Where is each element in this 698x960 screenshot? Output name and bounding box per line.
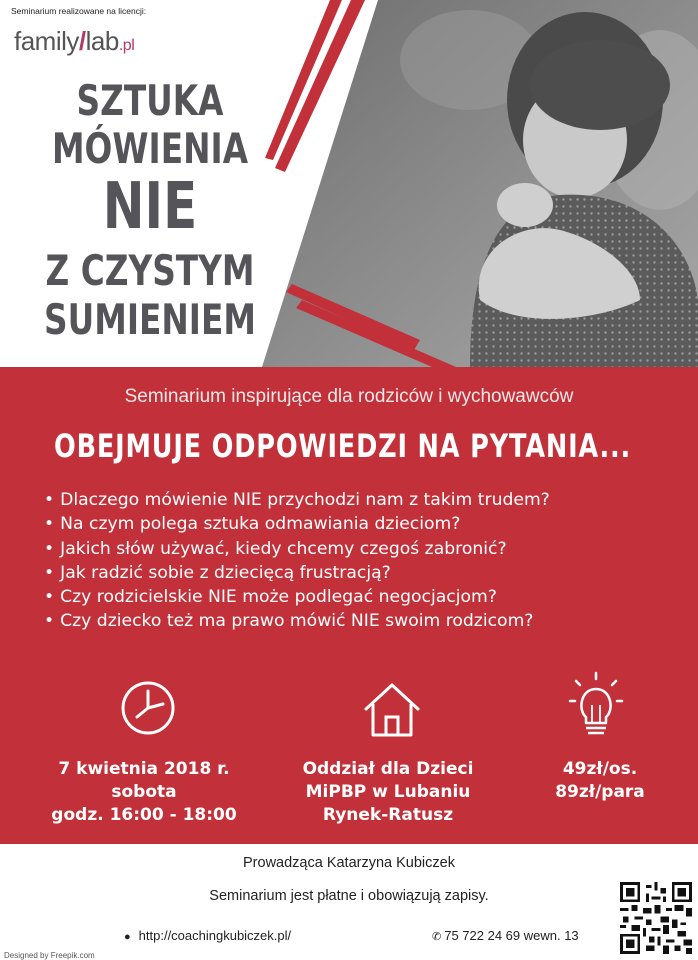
question-item: • Na czym polega sztuka odmawiania dzieciom? [44, 512, 550, 536]
question-item: • Dlaczego mówienie NIE przychodzi nam z takim trudem? [44, 488, 550, 512]
phone-icon: ✆ [432, 931, 442, 943]
title-line-3: NIE [102, 170, 198, 244]
footer [0, 844, 698, 960]
question-item: • Jakich słów używać, kiedy chcemy czegoś zabronić? [44, 537, 550, 561]
host-name: Prowadząca Katarzyna Kubiczek [243, 855, 455, 871]
clock-icon [119, 679, 177, 737]
hero-section [0, 0, 698, 367]
registration-note: Seminarium jest płatne i obowiązują zapisy. [209, 888, 489, 904]
questions-heading: OBEJMUJE ODPOWIEDZI NA PYTANIA... [54, 427, 632, 465]
place-info [278, 758, 498, 827]
title-line-1: SZTUKA [76, 76, 224, 125]
phone-contact[interactable] [432, 928, 579, 943]
title-line-2: MÓWIENIA [51, 124, 249, 173]
qr-code[interactable] [620, 882, 692, 954]
place-line-3: Rynek-Ratusz [322, 805, 454, 825]
question-item: • Czy dziecko też ma prawo mówić NIE swoim rodzicom? [44, 609, 550, 633]
website-link[interactable] [124, 928, 291, 943]
date-line-3: godz. 16:00 - 18:00 [51, 805, 237, 825]
title-line-5: SUMIENIEM [44, 295, 256, 344]
place-line-2: MiPBP w Lubaniu [305, 782, 471, 802]
questions-list [44, 488, 550, 634]
subtitle: Seminarium inspirujące dla rodziców i wychowawców [124, 386, 574, 407]
question-item: • Czy rodzicielskie NIE może podlegać negocjacjom? [44, 585, 550, 609]
phone-number: 75 722 24 69 wewn. 13 [444, 928, 579, 943]
date-line-2: sobota [111, 782, 177, 802]
website-url: http://coachingkubiczek.pl/ [138, 928, 292, 943]
content-panel [0, 367, 698, 844]
price-info [530, 758, 670, 804]
license-text: Seminarium realizowane na licencji: [11, 6, 147, 16]
lightbulb-icon [568, 671, 624, 743]
place-line-1: Oddział dla Dzieci [302, 759, 474, 779]
question-item: • Jak radzić sobie z dziecięcą frustracją? [44, 561, 550, 585]
price-line-1: 49zł/os. [562, 759, 638, 779]
title-line-4: Z CZYSTYM [45, 246, 255, 295]
familylab-logo: family/lab.pl [14, 26, 135, 56]
design-credit: Designed by Freepik.com [4, 951, 95, 960]
house-icon [362, 679, 422, 739]
globe-icon: ● [124, 931, 131, 943]
date-line-1: 7 kwietnia 2018 r. [58, 759, 230, 779]
date-info [34, 758, 254, 827]
price-line-2: 89zł/para [555, 782, 645, 802]
